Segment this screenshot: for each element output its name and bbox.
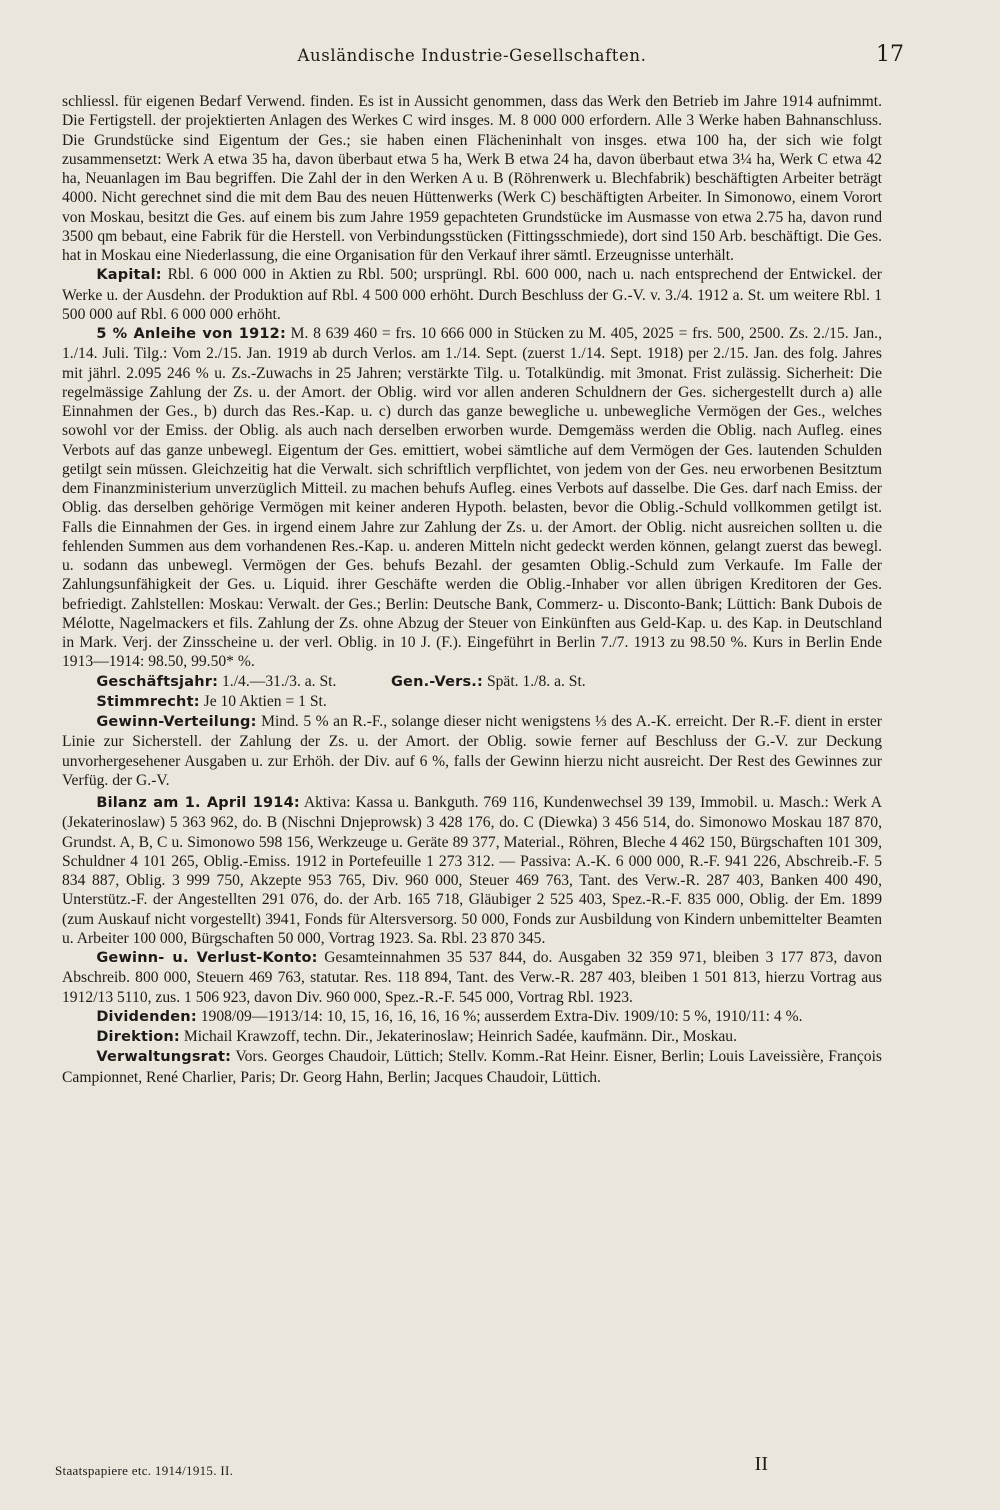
dividenden-text: 1908/09—1913/14: 10, 15, 16, 16, 16, 16 %; ausserdem Extra-Div. 1909/10: 5 %, 1910/11: 4 %. [200,1007,803,1025]
page-number: 17 [876,42,904,67]
gen-vers-text: Spät. 1./8. a. St. [486,672,586,690]
paragraph-direktion [62,1027,882,1047]
paragraph-intro: schliessl. für eigenen Bedarf Verwend. finden. Es ist in Aussicht genommen, dass das Werk den Betrieb im Jahre 1914 aufnimmt. Die Fertigstell. der projektierten Anlagen des Werkes C wird insges. M. 8 000 000 erfordern. Alle 3 Werke haben Bahnanschluss. Die Grundstücke sind Eigentum der Ges.; sie haben einen Flächeninhalt von insges. etwa 100 ha, der sich wie folgt zusammensetzt: Werk A etwa 35 ha, davon überbaut etwa 5 ha, Werk B etwa 24 ha, davon überbaut etwa 3¼ ha, Werk C etwa 42 ha, Neuanlagen im Bau begriffen. Die Zahl der in den Werken A u. B (Röhrenwerk u. Blechfabrik) beschäftigten Arbeiter beträgt 4000. Nicht gerechnet sind die mit dem Bau des neuen Hüttenwerks (Werk C) beschäftigten Arbeiter. In Simonowo, einem Vorort von Moskau, besitzt die Ges. auf einem bis zum Jahre 1959 gepachteten Grundstücke im Ausmasse von etwa 2.75 ha, davon rund 3500 qm bebaut, eine Fabrik für die Herstell. von Verbindungsstücken (Fittingsschmiede), dort sind 150 Arb. beschäftigt. Die Ges. hat in Moskau eine Niederlassung, die eine Organisation für den Verkauf ihrer sämtl. Erzeugnisse unterhält. [62,93,882,264]
paragraph-gewinn-verlust [62,948,882,1007]
gen-vers-heading: Gen.-Vers.: [390,673,484,690]
kapital-text: Rbl. 6 000 000 in Aktien zu Rbl. 500; ursprüngl. Rbl. 600 000, nach u. nach entsprechend der Entwickel. der Werke u. der Ausdehn. der Produktion auf Rbl. 4 500 000 erhöht. Durch Beschluss der G.-V. v. 3./4. 1912 a. St. um weitere Rbl. 1 500 000 auf Rbl. 6 000 000 erhöht. [62,266,882,323]
geschaeftsjahr-heading: Geschäftsjahr: [96,673,219,690]
paragraph-stimmrecht [62,692,882,712]
geschaeftsjahr-text: 1./4.—31./3. a. St. [222,672,337,690]
footer-source: Staatspapiere etc. 1914/1915. II. [55,1463,234,1478]
direktion-text: Michail Krawzoff, techn. Dir., Jekaterinoslaw; Heinrich Sadée, kaufmänn. Dir., Moskau. [183,1028,737,1045]
kapital-heading: Kapital: [96,267,162,284]
gewinn-verteilung-heading: Gewinn-Verteilung: [96,714,257,730]
anleihe-text: M. 8 639 460 = frs. 10 666 000 in Stücken zu M. 405, 2025 = frs. 500, 2500. Zs. 2./15. Jan., 1./14. Juli. Tilg.: Vom 2./15. Jan. 1919 ab durch Verlos. am 1./14. Sept. (zuerst 1./14. Sept. 1918) per 2./15. Jan. des folg. Jahres mit jährl. 2.095 246 % u. Zs.-Zuwachs in 25 Jahren; verstärkte Tilg. u. Totalkündig. mit 3monat. Frist zulässig. Sicherheit: Die regelmässige Zahlung der Zs. u. der Amort. der Oblig. wird vor allen anderen Schuldnern der Ges. sichergestellt durch a) alle Einnahmen der Ges., b) durch das Res.-Kap. u. c) durch das ganze bewegliche u. unbewegliche Vermögen der Ges., welches sowohl vor der Emiss. der Oblig. als auch nach derselben erworben wurde. Demgemäss werden die Oblig. nach Aufleg. eines Verbots auf das ganze unbewegl. Eigentum der Ges. emittiert, wobei sämtliche auf dem Vermögen der Ges. lautenden Schulden getilgt sein müssen. Gleichzeitig hat die Verwalt. sich schriftlich verpflichtet, von jedem von der Ges. neu erworbenen Besitztum dem Finanzministerium unverzüglich Mitteil. zu machen behufs Aufleg. eines Verbots auf dasselbe. Die Ges. darf nach Emiss. der Oblig. das derselben gehörige Vermögen mit keiner anderen Hypoth. belasten, bevor die Oblig.-Schuld vollkommen getilgt ist. Falls die Einnahmen der Ges. in irgend einem Jahre zur Zahlung der Zs. u. der Amort. der Oblig. nicht ausreichen sollten u. die fehlenden Summen aus dem vorhandenen Res.-Kap. u. anderen Mitteln nicht gedeckt werden können, gelangt zuerst das bewegl. u. sodann das unbewegl. Vermögen der Ges. behufs Bezahl. der gesamten Oblig.-Schuld zum Verkaufe. Im Falle der Zahlungsunfähigkeit der Ges. u. Liquid. ihrer Geschäfte werden die Oblig.-Inhaber vor allen übrigen Kreditoren der Ges. befriedigt. Zahlstellen: Moskau: Verwalt. der Ges.; Berlin: Deutsche Bank, Commerz- u. Disconto-Bank; Lüttich: Bank Dubois de Mélotte, Nagelmackers et fils. Zahlung der Zs. ohne Abzug der Steuer von Einkünften aus Geld-Kap. u. des Kap. in Deutschland in Mark. Verj. der Zinsscheine u. der verl. Oblig. in 10 J. (F.). Eingeführt in Berlin 7./7. 1913 zu 98.50 %. Kurs in Berlin Ende 1913—1914: 98.50, 99.50* %. [62,325,882,671]
paragraph-verwaltungsrat [62,1047,882,1087]
gewinn-verlust-heading: Gewinn- u. Verlust-Konto: [96,950,318,966]
gewinn-verteilung-text: Mind. 5 % an R.-F., solange dieser nicht wenigstens ⅓ des A.-K. erreicht. Der R.-F. dient in erster Linie zur Sicherstell. der Zahlung der Zs. u. der Amort. der Oblig. sowie ferner auf Beschluss der G.-V. zur Deckung unvorhergesehener Ausgaben u. zur Erhöh. der Div. auf 6 %, falls der Gewinn hierzu nicht ausreicht. Der Rest des Gewinnes zur Verfüg. der G.-V. [62,713,882,789]
verwaltungsrat-heading: Verwaltungsrat: [96,1049,232,1066]
anleihe-heading: 5 % Anleihe von 1912: [96,326,286,342]
running-title: Ausländische Industrie-Gesellschaften. [297,46,647,65]
footer-signature: II [754,1453,768,1475]
bilanz-text: Aktiva: Kassa u. Bankguth. 769 116, Kundenwechsel 39 139, Immobil. u. Masch.: Werk A (Jekaterinoslaw) 5 363 962, do. B (Nischni Dnjeprowsk) 3 428 176, do. C (Diewka) 3 456 514, do. Simonowo Moskau 187 870, Grundst. A, B, C u. Simonowo 598 156, Werkzeuge u. Geräte 89 377, Material., Röhren, Bleche 4 462 150, Bürgschaften 101 309, Schuldner 4 101 265, Oblig.-Emiss. 1912 in Portefeuille 1 273 312. — Passiva: A.-K. 6 000 000, R.-F. 941 226, Abschreib.-F. 5 834 887, Oblig. 3 999 750, Akzepte 953 765, Div. 960 000, Steuer 469 763, Tant. des Verw.-R. 287 403, Banken 400 490, Unterstütz.-F. der Angestellten 291 076, do. der Arb. 165 718, Gläubiger 2 525 403, Spez.-R.-F. 835 000, Oblig. der Em. 1899 (zum Auskauf nicht vorgestellt) 3941, Fonds für Altersversorg. 50 000, Fonds zur Ausbildung von Kindern unbemittelter Beamten u. Arbeiter 100 000, Bürgschaften 50 000, Vortrag 1923. Sa. Rbl. 23 870 345. [62,794,882,947]
stimmrecht-heading: Stimmrecht: [96,693,200,710]
paragraph-geschaeftsjahr [62,672,882,692]
running-header [62,42,904,76]
paragraph-kapital [62,265,882,324]
bilanz-heading: Bilanz am 1. April 1914: [96,795,300,811]
paragraph-gewinn-verteilung [62,712,882,790]
verwaltungsrat-text: Vors. Georges Chaudoir, Lüttich; Stellv. Komm.-Rat Heinr. Eisner, Berlin; Louis Laveissière, François Campionnet, René Charlier, Paris; Dr. Georg Hahn, Berlin; Jacques Chaudoir, Lüttich. [62,1048,882,1086]
paragraph-dividenden [62,1007,882,1027]
paragraph-anleihe [62,324,882,672]
stimmrecht-text: Je 10 Aktien = 1 St. [203,692,327,710]
dividenden-heading: Dividenden: [96,1008,197,1025]
paragraph-bilanz [62,793,882,948]
gewinn-verlust-text: Gesamteinnahmen 35 537 844, do. Ausgaben 32 359 971, bleiben 3 177 873, davon Abschreib. 800 000, Steuern 469 763, statutar. Res. 118 894, Tant. des Verw.-R. 287 403, bleiben 1 501 813, hierzu Vortrag aus 1912/13 5110, zus. 1 506 923, davon Div. 960 000, Spez.-R.-F. 545 000, Vortrag Rbl. 1923. [62,949,882,1006]
page-footer [55,1453,940,1483]
body-text [62,92,882,1087]
direktion-heading: Direktion: [96,1029,180,1045]
